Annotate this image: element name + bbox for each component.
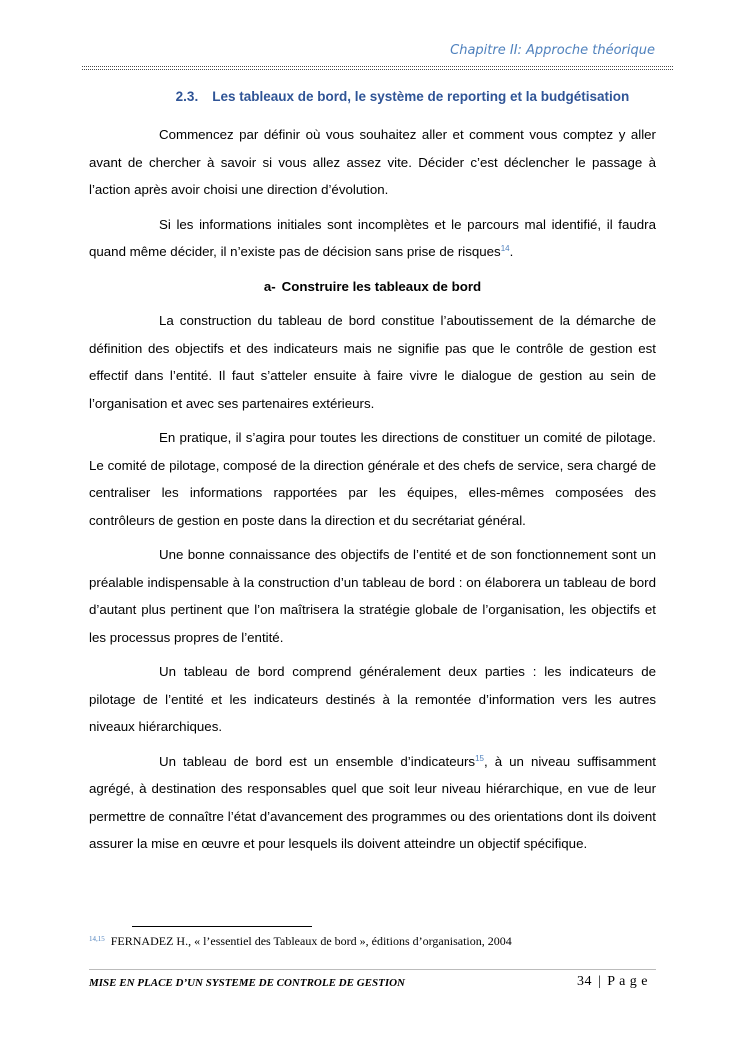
chapter-header: Chapitre II: Approche théorique	[450, 43, 655, 58]
subsection-heading	[89, 273, 656, 301]
paragraph: Commencez par définir où vous souhaitez aller et comment vous comptez y aller avant de chercher à savoir si vous allez assez vite. Décider c’est déclencher le passage à l’action après avoir choisi une direction d’évolution.	[89, 127, 656, 197]
paragraph-text: Si les informations initiales sont incomplètes et le parcours mal identifié, il faudra quand même décider, il n’existe pas de décision sans prise de risques	[89, 216, 656, 259]
page-number-block	[577, 974, 648, 990]
paragraph-with-footnote	[89, 211, 656, 266]
subsection-label: a-	[263, 278, 276, 294]
footnote-text: FERNADEZ H., « l’essentiel des Tableaux de bord », éditions d’organisation, 2004	[110, 934, 512, 948]
paragraph-with-footnote	[89, 748, 656, 858]
paragraph: La construction du tableau de bord constitue l’aboutissement de la démarche de définition des objectifs et des indicateurs mais ne signifie pas que le contrôle de gestion est effectif dans l’entité. Il faut s’atteler ensuite à faire vivre le dialogue de gestion au sein de l’organisation et avec ses partenaires extérieurs.	[89, 313, 656, 411]
paragraph: En pratique, il s’agira pour toutes les directions de constituer un comité de pilotage. Le comité de pilotage, composé de la direction générale et des chefs de service, sera chargé de centraliser les informations rapportées par les équipes, elles-mêmes composées des contrôleurs de gestion en poste dans la direction et du secrétariat général.	[89, 430, 656, 528]
footnote	[89, 934, 512, 949]
header-divider-second	[82, 69, 673, 70]
section-title: Les tableaux de bord, le système de reporting et la budgétisation	[212, 89, 630, 104]
page-label: P a g e	[607, 974, 648, 989]
subsection-title: Construire les tableaux de bord	[281, 278, 482, 294]
paragraph-end: .	[509, 244, 514, 259]
page-separator: |	[597, 974, 602, 989]
footer-divider	[89, 969, 656, 970]
footnote-ref[interactable]: 15	[475, 753, 484, 763]
paragraph: Une bonne connaissance des objectifs de l’entité et de son fonctionnement sont un préalable indispensable à la construction d’un tableau de bord : on élaborera un tableau de bord d’autant plus pertinent que l’on maîtrisera la stratégie globale de l’organisation, les objectifs et les processus propres de l’entité.	[89, 547, 656, 645]
header-divider	[82, 66, 673, 67]
footnote-divider	[132, 926, 312, 927]
footer-title: MISE EN PLACE D’UN SYSTEME DE CONTROLE DE GESTION	[89, 977, 405, 989]
paragraph-text-continued: , à un niveau suffisamment agrégé, à destination des responsables quel que soit leur niveau hiérarchique, en vue de leur permettre de connaître l’état d’avancement des programmes ou des orientations dont ils doivent assurer la mise en œuvre et pour lesquels ils doivent atteindre un objectif spécifique.	[89, 753, 656, 851]
footnote-number: 14,15	[89, 935, 105, 943]
paragraph-text: Un tableau de bord est un ensemble d’indicateurs	[159, 753, 476, 769]
paragraph: Un tableau de bord comprend généralement deux parties : les indicateurs de pilotage de l’entité et les indicateurs destinés à la remontée d’information vers les autres niveaux hiérarchiques.	[89, 664, 656, 734]
page-number: 34	[576, 974, 592, 989]
body-text	[89, 121, 656, 865]
footnote-ref[interactable]: 14	[500, 244, 510, 253]
section-number: 2.3.	[175, 89, 199, 104]
section-heading	[0, 89, 745, 104]
